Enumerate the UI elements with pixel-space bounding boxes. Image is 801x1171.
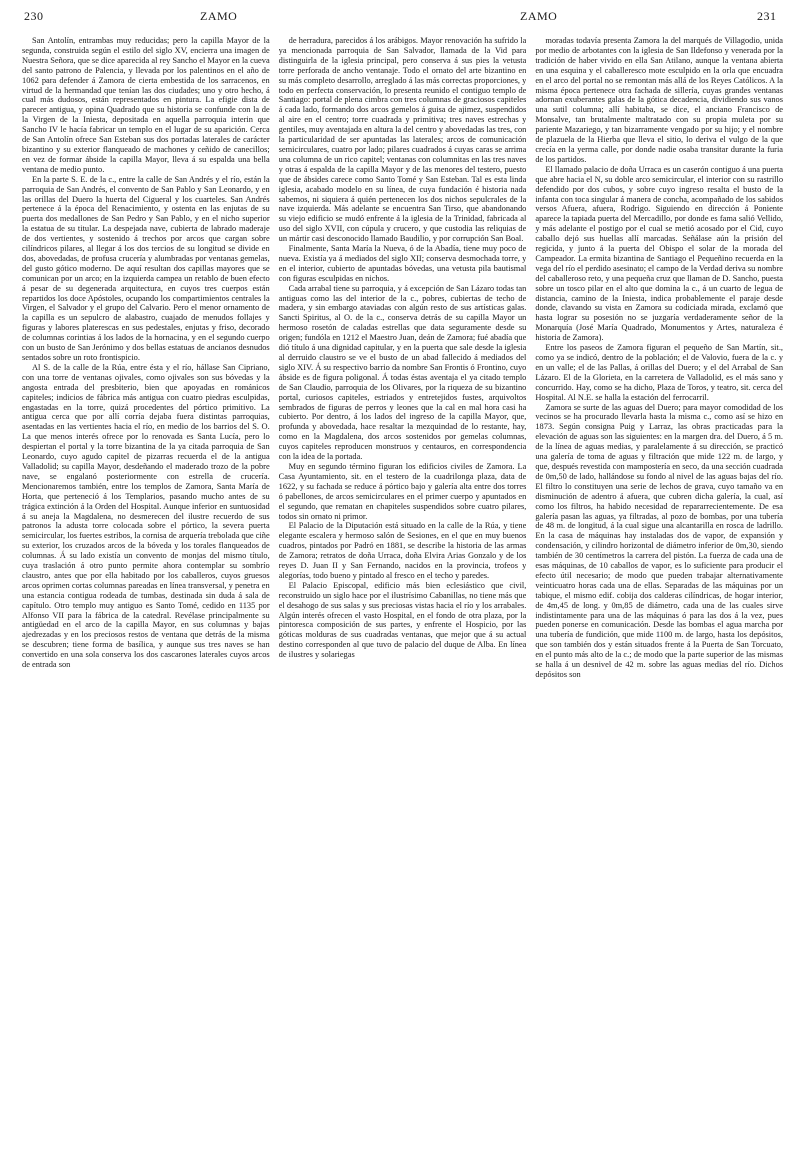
paragraph: Entre los paseos de Zamora figuran el pequeño de San Martín, sit., como ya se indicó, dentro de la población; el de Valovio, fuera de la c. y en un valle; el de las Pallas, á orillas del Duero; y el del Arrabal de San Lázaro. El de la Glorieta, en la carretera de Valladolid, es el más sano y concurrido. Hay, como se ha dicho, Plaza de Toros, y teatro, sit. cerca del Hospital. Al N.E. se halla la estación del ferrocarril. (535, 343, 784, 402)
page-number-right: 231 (757, 9, 777, 23)
paragraph: de herradura, parecidos á los arábigos. Mayor renovación ha sufrido la ya mencionada parroquia de San Salvador, llamada de la Vid para distinguirla de la iglesia principal, pero conserva á sus pies la vetusta torre perforada de ancho ventanaje. Todo el ornato del arte bizantino en su más completo desarrollo, arreglado á las más correctas proporciones, y todo en perfecta conservación, lo presenta reunido el contiguo templo de Santiago: portal de plena cimbra con tres columnas de graciosos capiteles á cada lado, formando dos arcos gemelos á guisa de ajimez, suspendidos al aire en el centro; torre cuadrada y primitiva; tres naves estrechas y gentiles, muy aventajada en altura la del centro y abovedadas las tres, con la particularidad de ser apuntadas las laterales; arcos de comunicación semicirculares, cuatro por lado; pilares cuadrados á cuyas caras se arrima una columna de un rico capitel; ventanas con columnitas en las tres naves y otras á espalda de la capilla Mayor y de las menores del testero, puesto que de ábsides carece como Santo Tomé y San Esteban. Tal es esta linda iglesia, acabado modelo en su línea, de cuya fundación é historia nada sabemos, ni siquiera á quién pertenecen los dos nichos sepulcrales de la nave izquierda. Más adelante se encuentra San Tirso, que abandonando su viejo edificio se mudó enfrente á la iglesia de la Trinidad, fabricada al uso del siglo XVII, con cúpula y crucero, y que custodia las reliquias de un mártir casi desconocido llamado Baudilio, y por corrupción San Boal. (278, 36, 527, 244)
running-head-right: ZAMO (520, 9, 558, 23)
text-column-2 (279, 36, 527, 1160)
page-body (22, 36, 783, 1160)
paragraph: Muy en segundo término figuran los edificios civiles de Zamora. La Casa Ayuntamiento, sit. en el testero de la cuadrilonga plaza, data de 1622, y su fachada se reduce á pórtico bajo y galería alta entre dos torres ó pabellones, de arcos semicirculares en el primer cuerpo y apuntados en el segundo, que rematan en chapiteles suspendidos sobre cuatro pilares, todos sin ornato ni primor. (278, 461, 527, 521)
text-column-3 (535, 36, 783, 1160)
paragraph: Finalmente, Santa María la Nueva, ó de la Abadía, tiene muy poco de nueva. Existía ya á mediados del siglo XII; conserva desmochada torre, y en el interior, cubierto de apuntadas bóvedas, una vetusta pila bautismal con figuras esculpidas en nichos. (278, 244, 527, 283)
paragraph: El Palacio de la Diputación está situado en la calle de la Rúa, y tiene elegante escalera y hermoso salón de Sesiones, en el que en muy buenos cuadros, pintados por Padró en 1881, se describe la historia de las armas de Zamora; retratos de doña Urraca, doña Elvira Arias Gonzalo y de los reyes D. Juan II y San Fernando, nacidos en la provincia, trofeos y alegorías, todo bueno y pintado al fresco en el techo y paredes. (278, 521, 527, 580)
paragraph: Cada arrabal tiene su parroquia, y á excepción de San Lázaro todas tan antiguas como las del interior de la c., pobres, cubiertas de techo de madera, y sin embargo ataviadas con algún resto de sus artísticas galas. Sancti Spiritus, al O. de la c., conserva detrás de su capilla Mayor un hermoso rosetón de caladas estrellas que data seguramente desde su origen; fundóla en 1212 el Maestro Juan, deán de Zamora; fué abadía que dió título á una dignidad capitular, y en la puerta que sale desde la iglesia al derruido claustro se ve el busto de un abad fallecido á mediados del siglo XIV. Á su respectivo barrio da nombre San Frontis ó Frontino, cuyo ábside es de figura poligonal. Á todas éstas aventaja el ya citado templo de San Claudio, parroquia de los Olivares, por la riqueza de su bizantino portal, curiosos capiteles, estriados y entretejidos fustes, arquivoltos sembrados de figuras de perros y leones que la cal en mal hora casi ha cubierto. Por dentro, á los lados del ingreso de la capilla Mayor, que, profunda y abovedada, hace resaltar la mezquindad de lo restante, hay, como en la Magdalena, dos arcos sostenidos por gemelas columnas, cuyos capiteles reproducen monstruos y centauros, en correspondencia con la idea de la portada. (278, 283, 527, 462)
paragraph: Al S. de la calle de la Rúa, entre ésta y el río, hállase San Cipriano, con una torre de ventanas ojivales, como ojivales son sus bóvedas y la angosta entrada del presbiterio, bien que apoyadas en románicos capiteles; indicios de fábrica más antigua con cuatro piedras esculpidas, engastadas en la torre, quizá procedentes del pórtico primitivo. La antigua cerca que por allí corría dejaba fuera distintas parroquias, asentadas en las vertientes hacia el río, en medio de los barrios del S. O. La que menos interés ofrece por lo renovada es Santa Lucía, pero lo despiertan el portal y la torre bizantina de la ya citada parroquia de San Leonardo, cuyo agudo capitel de pizarras recuerda el de la antigua Valladolid; su capilla Mayor, desdeñando el maderado trozo de la pobre nave, se engalanó posteriormente con estrella de crucería. Mencionaremos también, entre los templos de Zamora, Santa María de Horta, que perteneció á los Templarios, pasando mucho antes de su trágica extinción á la Orden del Hospital. Aunque inferior en suntuosidad á su aneja la Magdalena, no desmerecen del ilustre recuerdo de sus patronos la adusta torre colocada sobre el pórtico, la severa puerta semicircular, los fuertes estribos, la cornisa de arquería trebolada que ciñe su exterior, los cruzados arcos de la bóveda y los torales flanqueados de columnas. Á su lado existía un convento de monjas del mismo título, cuya traslación á otro punto permite ahora contemplar su sombrío claustro, antes que por ella habitado por los caballeros, cuyos gruesos arcos oprimen cortas columnas pareadas en línea transversal, y penetra en una estancia contigua rodeada de tumbas, destinada sin duda á sala de capítulo. Otro templo muy antiguo es Santo Tomé, cedido en 1135 por Alfonso VII para la fábrica de la catedral. Revélase principalmente su antigüedad en el arco de la capilla Mayor, en sus columnas y bajas ajedrezadas y en los preciosos restos de ventana que detrás de la misma se descubren; tiene forma de basílica, y aunque sus tres naves se han convertido en una sola conserva los dos cascarones laterales cuyos arcos de entrada son (22, 362, 270, 670)
text-column-1 (22, 36, 270, 1160)
paragraph: Zamora se surte de las aguas del Duero; para mayor comodidad de los vecinos se ha procurado llevarla hasta la misma c., como así se hizo en 1873. Según consigna Puig y Larraz, las obras practicadas para la elevación de aguas son las siguientes: en la margen dra. del Duero, á 5 m. de la línea de aguas medias, y paralelamente á su dirección, se practicó una galería de toma de aguas y filtración que mide 122 m. de largo, y que, después revestida con mampostería en seco, da una sección cuadrada de 0m,50 de lado, hallándose su fondo al nivel de las aguas bajas del río. El filtro lo constituyen una serie de lechos de grava, cuyo tamaño va en disminución de adentro á afuera, que cubren dicha galería, la cual, así como los filtros, ha habido necesidad de repararrecientemente. De esa galería pasan las aguas, ya filtradas, al pozo de bombas, por una tubería de 48 m. de longitud, á la cual sigue una alcantarilla en rosca de ladrillo. En la casa de máquinas hay instaladas dos de vapor, de expansión y condensación, y cilindro horizontal de diámetro inferior de 0m,30, siendo también de 30 centímetros la carrera del pistón. La fuerza de cada una de esas máquinas, de 10 caballos de vapor, es lo suficiente para producir el efecto útil necesario; de modo que pueden trabajar alternativamente veinticuatro horas cada una de ellas. Separadas de las máquinas por un tabique, el mismo edif. cobija dos calderas cilíndricas, de hogar interior, de 4m,45 de long. y 0m,85 de diámetro, cada una de las cuales sirve indistintamente para una de las máquinas ó para las dos á la vez, pues pueden ponerse en comunicación. Desde las bombas el agua marcha por una tubería de fundición, que mide 1100 m. de largo, hasta los depósitos, que son también dos y están situados frente á la Puerta de San Torcuato, en el punto más alto de la c.; de modo que la parte superior de las mismas se halla á un desnivel de 42 m. sobre las aguas medias del río. Dichos depósitos son (535, 402, 784, 679)
page-header (0, 0, 801, 26)
paragraph: El Palacio Episcopal, edificio más bien eclesiástico que civil, reconstruido un siglo hace por el ilustrísimo Cabanillas, no tiene más que el desahogo de sus salas y sus preciosas vistas hacia el río y los arrabales. Algún interés ofrecen el vasto Hospital, en el fondo de otra plaza, por la pintoresca composición de sus partes, y enfrente el Hospicio, por las góticas molduras de sus cuadradas ventanas, que mejor que á su actual destino corresponden al que tuvo de palacio del duque de Alba. En línea de ilustres y solariegas (278, 580, 527, 660)
paragraph: El llamado palacio de doña Urraca es un caserón contiguo á una puerta que abre hacia el N, su doble arco semicircular, el interior con su rastrillo defendido por dos cubos, y sobre cuyo ingreso resalta el busto de la infanta con toca singular á manera de concha, acompañado de los sabidos versos Afuera, afuera, Rodrigo. Siguiendo en dirección á Poniente aparece la tapiada puerta del Mercadillo, por donde es fama salió Vellido, y más adelante el postigo por el cual se metió acosado por el Cid, cuyo caballo dejó sus huellas allí marcadas. Señálase aún la prisión del regicida, y junto á la puerta del Obispo el solar de la morada del Campeador. La ermita bizantina de Santiago el Pequeñino recuerda en la vega del río el perdido asesinato; el campo de la Verdad deriva su nombre del caballeroso reto, y una pequeña cruz que llaman de D. Sancho, puesta sobre un tosco pilar en el alto que domina la c., á un cuarto de legua de distancia, camino de la Iniesta, indica probablemente el paraje desde donde, clavando su vista en Zamora su codiciada mirada, exclamó que hasta lograr su posesión no se juzgaría verdaderamente señor de la Monarquía (José María Quadrado, Monumentos y Artes, naturaleza é historia de Zamora). (535, 164, 784, 343)
paragraph: San Antolín, entrambas muy reducidas; pero la capilla Mayor de la segunda, construida según el estilo del siglo XV, encierra una imagen de Nuestra Señora, que se dice aparecida al rey Sancho el Mayor en la cueva del santo patrono de Palencia, y llevada por los palentinos en el año de 1062 para defender á Zamora de cierta embestida de los sarracenos, en virtud de la hermandad que tenían las dos ciudades; uno y otro hecho, á cual más dudosos, están representados en pintura. La efigie dista de parecer antigua, y opina Quadrado que su historia se confunde con la de la Virgen de la Iniesta, depositada en aquella parroquia interin que Sancho IV le hacía fabricar un templo en el lugar de su aparición. Cerca de San Antolín ofrece San Esteban sus dos portadas laterales de carácter bizantino y su exterior flanqueado de machones y ceñido de canecillos; en vez de formar ábside la capilla Mayor, lleva á su espalda una bella ventana de medio punto. (22, 36, 270, 174)
running-head-left: ZAMO (200, 9, 238, 23)
paragraph: moradas todavía presenta Zamora la del marqués de Villagodio, unida por medio de arbotantes con la iglesia de San Ildefonso y venerada por la tradición de haber vivido en ella San Atilano, aunque la ventana abierta en una esquina y el caballeresco mote esculpido en la orla que encuadra en el arco del portal no se remontan más allá de los Reyes Católicos. A la misma época pertenece otra fachada de sillería, cuyas grandes ventanas adornan exuberantes galas de la gótica decadencia, dividiendo sus vanos una sutil columna; allí habitaba, se dice, el anciano Francisco de Monsalve, tan brutalmente maltratado con su propia muleta por su pariente Mazariego, y tan bizarramente vengado por su hijo; y el nombre de plazuela de la Hierba que lleva el sitio, lo deriva el vulgo de la que crecía en la yerma calle, por donde nadie osaba transitar durante la furia de los partidos. (535, 36, 784, 164)
paragraph: En la parte S. E. de la c., entre la calle de San Andrés y el río, están la parroquia de San Andrés, el convento de San Pablo y San Leonardo, y en las orillas del Duero la huerta del Cigueral y los cuarteles. San Andrés pertenece á la época del Renacimiento, y ostenta en las enjutas de su puerta dos medallones de San Pedro y San Pablo, y en el nicho superior la estatua de su titular. La despejada nave, cubierta de labrado maderaje de dos vertientes, y sostenido á trechos por arcos que cargan sobre cilíndricos pilares, al llegar á los dos tercios de su longitud se divide en dos, abovedadas, de profusa crucería y alumbradas por ventanas gemelas, del gusto gótico moderno. De aquí resultan dos capillas mayores que se comunican por un arco; en la izquierda campea un retablo de buen efecto á pesar de su degenerada arquitectura, en cuyos tres cuerpos están repartidos los doce Apóstoles, ocupando los compartimientos centrales la Virgen, el Salvador y el grupo del Calvario. Pero el menor ornamento de la capilla es un sepulcro de alabastro, cuajado de menudos follajes y figuras y labores platerescas en sus pedestales, enjutas y friso, decorado de columnas corintias á los lados de la hornacina, y en el segundo cuerpo con un busto de San Jerónimo y dos bellas estatuas de ancianos desnudos sentados sobre un roto frontispicio. (22, 174, 270, 362)
page-number-left: 230 (24, 9, 44, 23)
